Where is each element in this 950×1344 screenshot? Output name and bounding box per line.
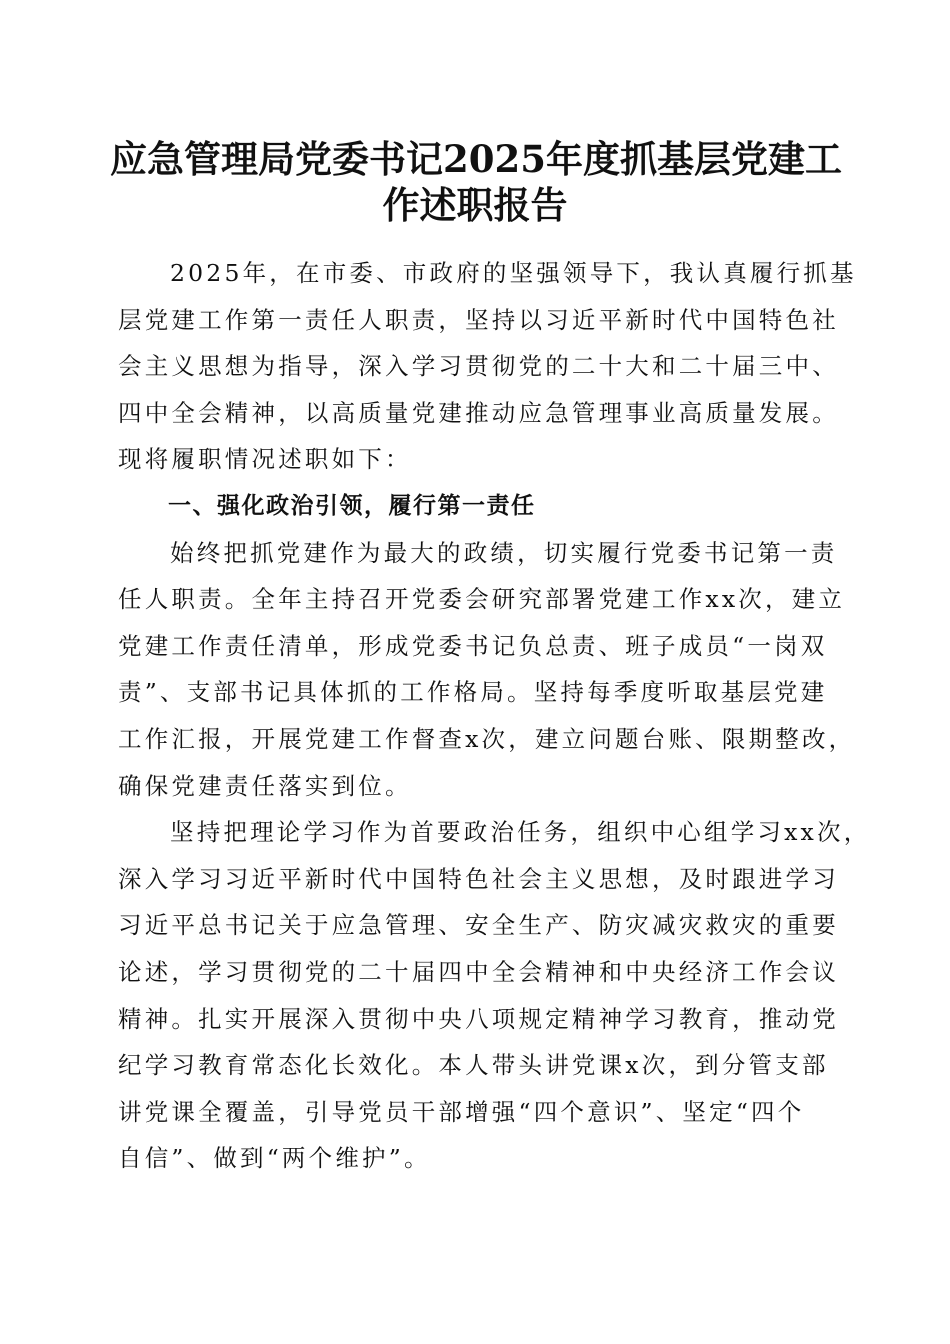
paragraph-1 (118, 530, 856, 810)
para1-line-3: 党建工作责任清单，形成党委书记负总责、班子成员“一岗双 (118, 631, 828, 660)
para2-line-7: 讲党课全覆盖，引导党员干部增强“四个意识”、坚定“四个 (118, 1097, 805, 1126)
para2-line-1: 坚持把理论学习作为首要政治任务，组织中心组学习xx次， (170, 818, 871, 847)
intro-line-2: 层党建工作第一责任人职责，坚持以习近平新时代中国特色社 (118, 305, 839, 334)
intro-line-5: 现将履职情况述职如下： (118, 445, 412, 474)
section-1-heading: 一、强化政治引领，履行第一责任 (168, 492, 536, 519)
para1-line-4: 责”、支部书记具体抓的工作格局。坚持每季度听取基层党建 (118, 678, 828, 707)
title-line-2: 作述职报告 (382, 183, 568, 227)
para1-line-2: 任人职责。全年主持召开党委会研究部署党建工作xx次，建立 (118, 585, 846, 614)
document-title (110, 136, 840, 228)
intro-paragraph (118, 250, 857, 483)
para1-line-1: 始终把抓党建作为最大的政绩，切实履行党委书记第一责 (170, 538, 838, 567)
intro-line-3: 会主义思想为指导，深入学习贯彻党的二十大和二十届三中、 (118, 352, 839, 381)
document-body (118, 250, 871, 1182)
intro-line-1: 2025年，在市委、市政府的坚强领导下，我认真履行抓基 (170, 259, 857, 287)
para2-line-8: 自信”、做到“两个维护”。 (118, 1144, 431, 1173)
para2-line-5: 精神。扎实开展深入贯彻中央八项规定精神学习教育，推动党 (118, 1004, 839, 1033)
para2-line-3: 习近平总书记关于应急管理、安全生产、防灾减灾救灾的重要 (118, 911, 839, 940)
para1-line-5: 工作汇报，开展党建工作督查x次，建立问题台账、限期整改， (118, 724, 856, 753)
intro-line-4: 四中全会精神，以高质量党建推动应急管理事业高质量发展。 (118, 398, 839, 427)
para2-line-6: 纪学习教育常态化长效化。本人带头讲党课x次，到分管支部 (118, 1051, 829, 1080)
paragraph-2 (118, 809, 871, 1182)
title-line-1: 应急管理局党委书记2025年度抓基层党建工 (110, 137, 842, 181)
para2-line-2: 深入学习习近平新时代中国特色社会主义思想，及时跟进学习 (118, 864, 839, 893)
para1-line-6: 确保党建责任落实到位。 (118, 771, 412, 800)
para2-line-4: 论述，学习贯彻党的二十届四中全会精神和中央经济工作会议 (118, 957, 839, 986)
